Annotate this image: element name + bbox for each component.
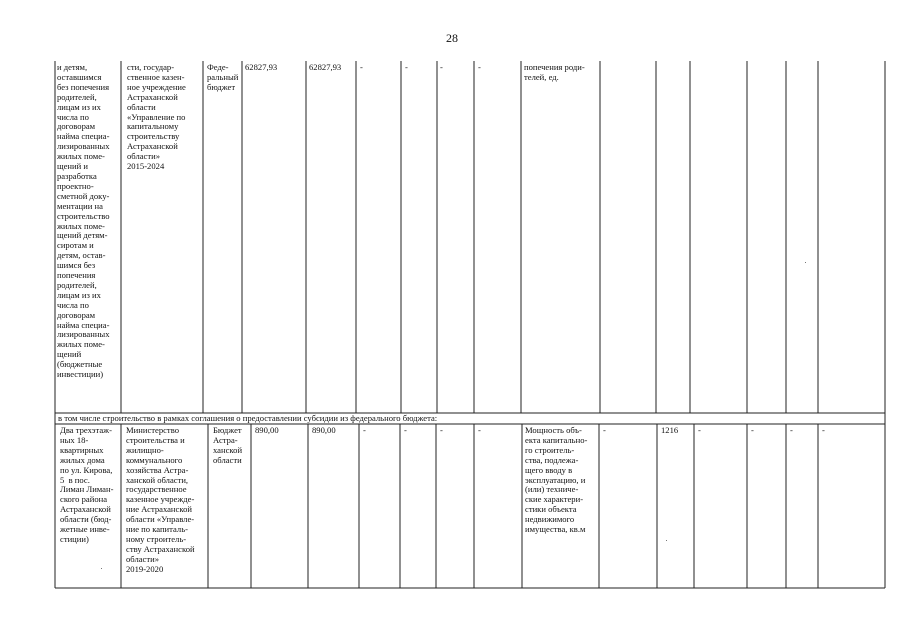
- row2-year5-cell: -: [478, 425, 481, 435]
- row1-executor-cell: сти, государ- ственное казен- ное учреждение Астраханской области «Управление по капитальному строительству Астраханской области» 2015-2024: [127, 62, 186, 172]
- row2-total-cell: 890,00: [255, 425, 279, 435]
- row2-source-cell: Бюджет Астра- ханской области: [213, 425, 243, 465]
- row1-year5-cell: -: [478, 62, 481, 72]
- row1-year4-cell: -: [440, 62, 443, 72]
- scan-speck: [101, 568, 102, 569]
- row1-total-cell: 62827,93: [245, 62, 278, 72]
- merged-subheading-row: в том числе строительство в рамках соглашения о предоставлении субсидии из федерального бюджета:: [58, 413, 438, 423]
- row2-year2-cell: -: [363, 425, 366, 435]
- row2-indicator-cell: Мощность объ- екта капитально- го строитель- ства, подлежа- щего вводу в эксплуатацию, и (или) техниче- ские характери- стики объекта недвижимого имущества, кв.м: [525, 425, 588, 535]
- row2-value-2019-cell: 1216: [661, 425, 679, 435]
- row1-year1-cell: 62827,93: [309, 62, 342, 72]
- row2-value-2022-cell: -: [790, 425, 793, 435]
- row2-executor-cell: Министерство строительства и жилищно- коммунального хозяйства Астра- ханской области, государственное казенное учрежде- ние Астраханской области «Управле- ние по капиталь- ному строитель- ству Астраханской области» 2019-2020: [126, 425, 195, 574]
- row1-name-cell: и детям, оставшимся без попечения родителей, лицам из их числа по договорам найма специа- лизированных жилых поме- щений и разработка проектно- сметной доку- ментации на строительство жилых поме- щений детям- сиротам и детям, остав- шимся без попечения родителей, лицам из их числа по договорам найма специа- лизированных жилых поме- щений (бюджетные инвестиции): [57, 62, 110, 380]
- row1-year3-cell: -: [405, 62, 408, 72]
- row1-indicator-cell: попечения роди- телей, ед.: [524, 62, 585, 82]
- row2-year4-cell: -: [440, 425, 443, 435]
- row1-year2-cell: -: [360, 62, 363, 72]
- row2-value-2021-cell: -: [751, 425, 754, 435]
- row2-value-2023-cell: -: [822, 425, 825, 435]
- row1-source-cell: Феде- ральный бюджет: [207, 62, 239, 92]
- row2-year3-cell: -: [404, 425, 407, 435]
- row2-base-value-cell: -: [603, 425, 606, 435]
- row2-year1-cell: 890,00: [312, 425, 336, 435]
- page-number: 28: [446, 31, 458, 45]
- row2-value-2020-cell: -: [698, 425, 701, 435]
- scan-speck: [805, 262, 806, 263]
- scan-speck: [666, 540, 667, 541]
- row2-name-cell: Два трехэтаж- ных 18- квартирных жилых дома по ул. Кирова, 5 в пос. Лиман Лиман- ского района Астраханской области (бюд- жетные инве- стиции): [60, 425, 114, 544]
